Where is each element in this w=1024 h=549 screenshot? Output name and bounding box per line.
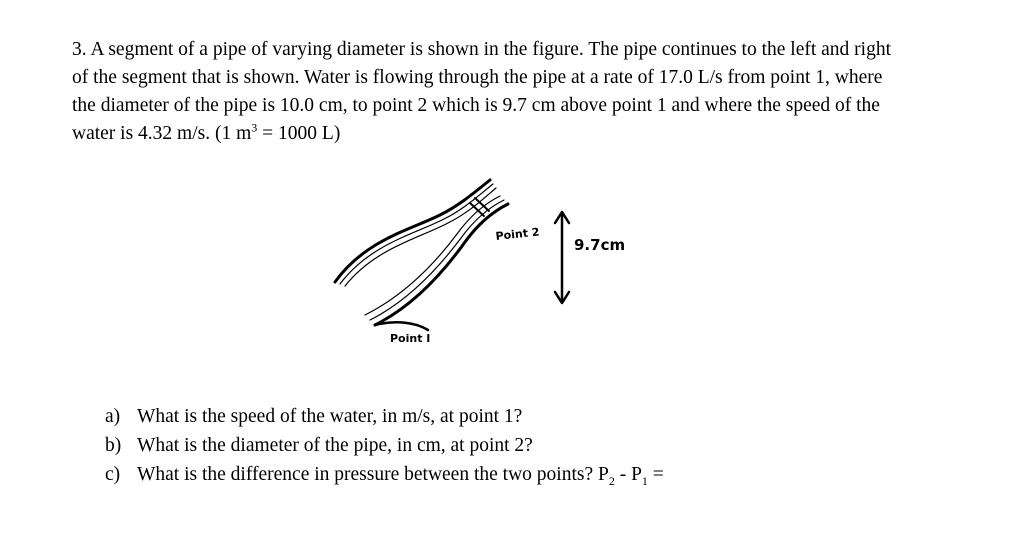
point1-marker-line [375,322,428,330]
pipe-figure [320,170,650,350]
problem-number: 3. [72,39,87,60]
pipe-lower-wall [375,204,508,325]
height-label: 9.7cm [574,236,626,254]
point1-label: Point I [390,332,431,345]
question-list [105,402,905,489]
question-c: c) What is the difference in pressure between the two points? $P_2 - P_1$ = [105,464,664,488]
problem-text: A segment of a pipe of varying diameter is shown in the figure. The pipe continues to the left and right of the segment that is shown. Water is flowing through the pipe at a rate of 17.0 L/s from point 1, where the diameter of the pipe is 10.0 cm, to point 2 which is 9.7 cm above point 1 and where the speed of the water is 4.32 m/s. [72,39,892,144]
unit-conversion: (1 $m^3 = 1000$ L) [214,120,341,144]
point2-label: Point 2 [494,225,541,243]
question-b: b) What is the diameter of the pipe, in cm, at point 2? [105,435,533,456]
question-a: a) What is the speed of the water, in m/s, at point 1? [105,406,523,427]
problem-statement [72,36,902,148]
pipe-diagram [320,170,650,350]
